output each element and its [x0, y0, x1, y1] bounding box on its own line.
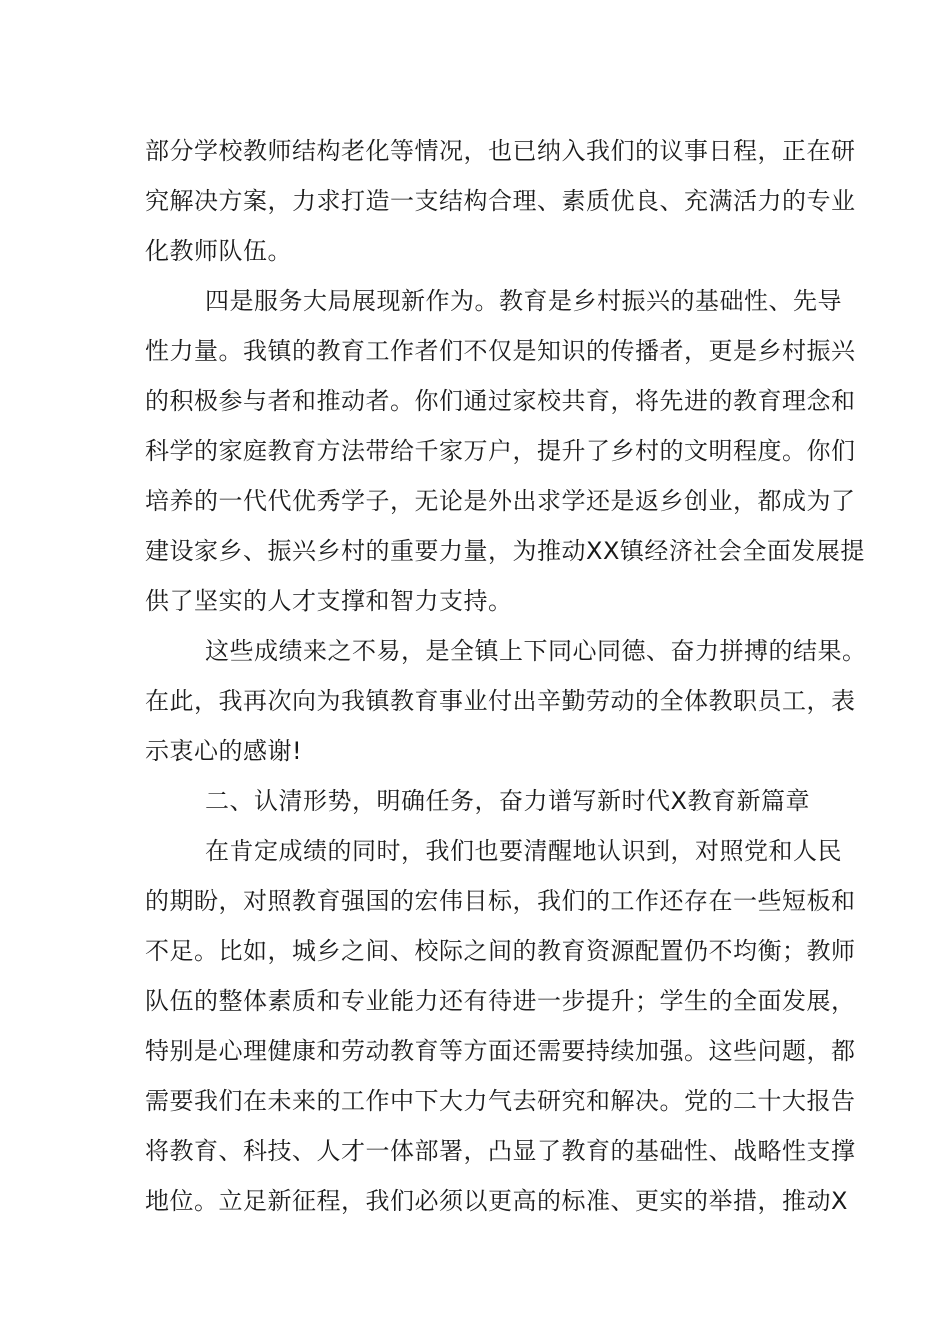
- paragraph-line: 建设家乡、振兴乡村的重要力量，为推动XX镇经济社会全面发展提: [145, 537, 865, 565]
- paragraph-line: 性力量。我镇的教育工作者们不仅是知识的传播者，更是乡村振兴: [145, 337, 856, 365]
- paragraph-line: 在肯定成绩的同时，我们也要清醒地认识到，对照党和人民: [205, 837, 842, 865]
- paragraph-line: 培养的一代代优秀学子，无论是外出求学还是返乡创业，都成为了: [145, 487, 856, 515]
- paragraph-line: 的期盼，对照教育强国的宏伟目标，我们的工作还存在一些短板和: [145, 887, 856, 915]
- paragraph-line: 地位。立足新征程，我们必须以更高的标准、更实的举措，推动X: [145, 1187, 848, 1215]
- paragraph-line: 的积极参与者和推动者。你们通过家校共育，将先进的教育理念和: [145, 387, 856, 415]
- paragraph-line: 不足。比如，城乡之间、校际之间的教育资源配置仍不均衡；教师: [145, 937, 856, 965]
- paragraph-line: 四是服务大局展现新作为。教育是乡村振兴的基础性、先导: [205, 287, 842, 315]
- paragraph-line: 究解决方案，力求打造一支结构合理、素质优良、充满活力的专业: [145, 187, 856, 215]
- paragraph-line: 部分学校教师结构老化等情况，也已纳入我们的议事日程，正在研: [145, 137, 856, 165]
- paragraph-line: 供了坚实的人才支撑和智力支持。: [145, 587, 513, 615]
- paragraph-line: 需要我们在未来的工作中下大力气去研究和解决。党的二十大报告: [145, 1087, 856, 1115]
- paragraph-line: 将教育、科技、人才一体部署，凸显了教育的基础性、战略性支撑: [145, 1137, 856, 1165]
- paragraph-line: 特别是心理健康和劳动教育等方面还需要持续加强。这些问题，都: [145, 1037, 856, 1065]
- paragraph-line: 这些成绩来之不易，是全镇上下同心同德、奋力拼搏的结果。: [205, 637, 867, 665]
- paragraph-line: 示衷心的感谢!: [145, 737, 303, 765]
- paragraph-line: 化教师队伍。: [145, 237, 292, 265]
- paragraph-line: 队伍的整体素质和专业能力还有待进一步提升；学生的全面发展，: [145, 987, 856, 1015]
- paragraph-line: 科学的家庭教育方法带给千家万户，提升了乡村的文明程度。你们: [145, 437, 856, 465]
- section-heading: 二、认清形势，明确任务，奋力谱写新时代X教育新篇章: [205, 787, 810, 815]
- paragraph-line: 在此，我再次向为我镇教育事业付出辛勤劳动的全体教职员工，表: [145, 687, 856, 715]
